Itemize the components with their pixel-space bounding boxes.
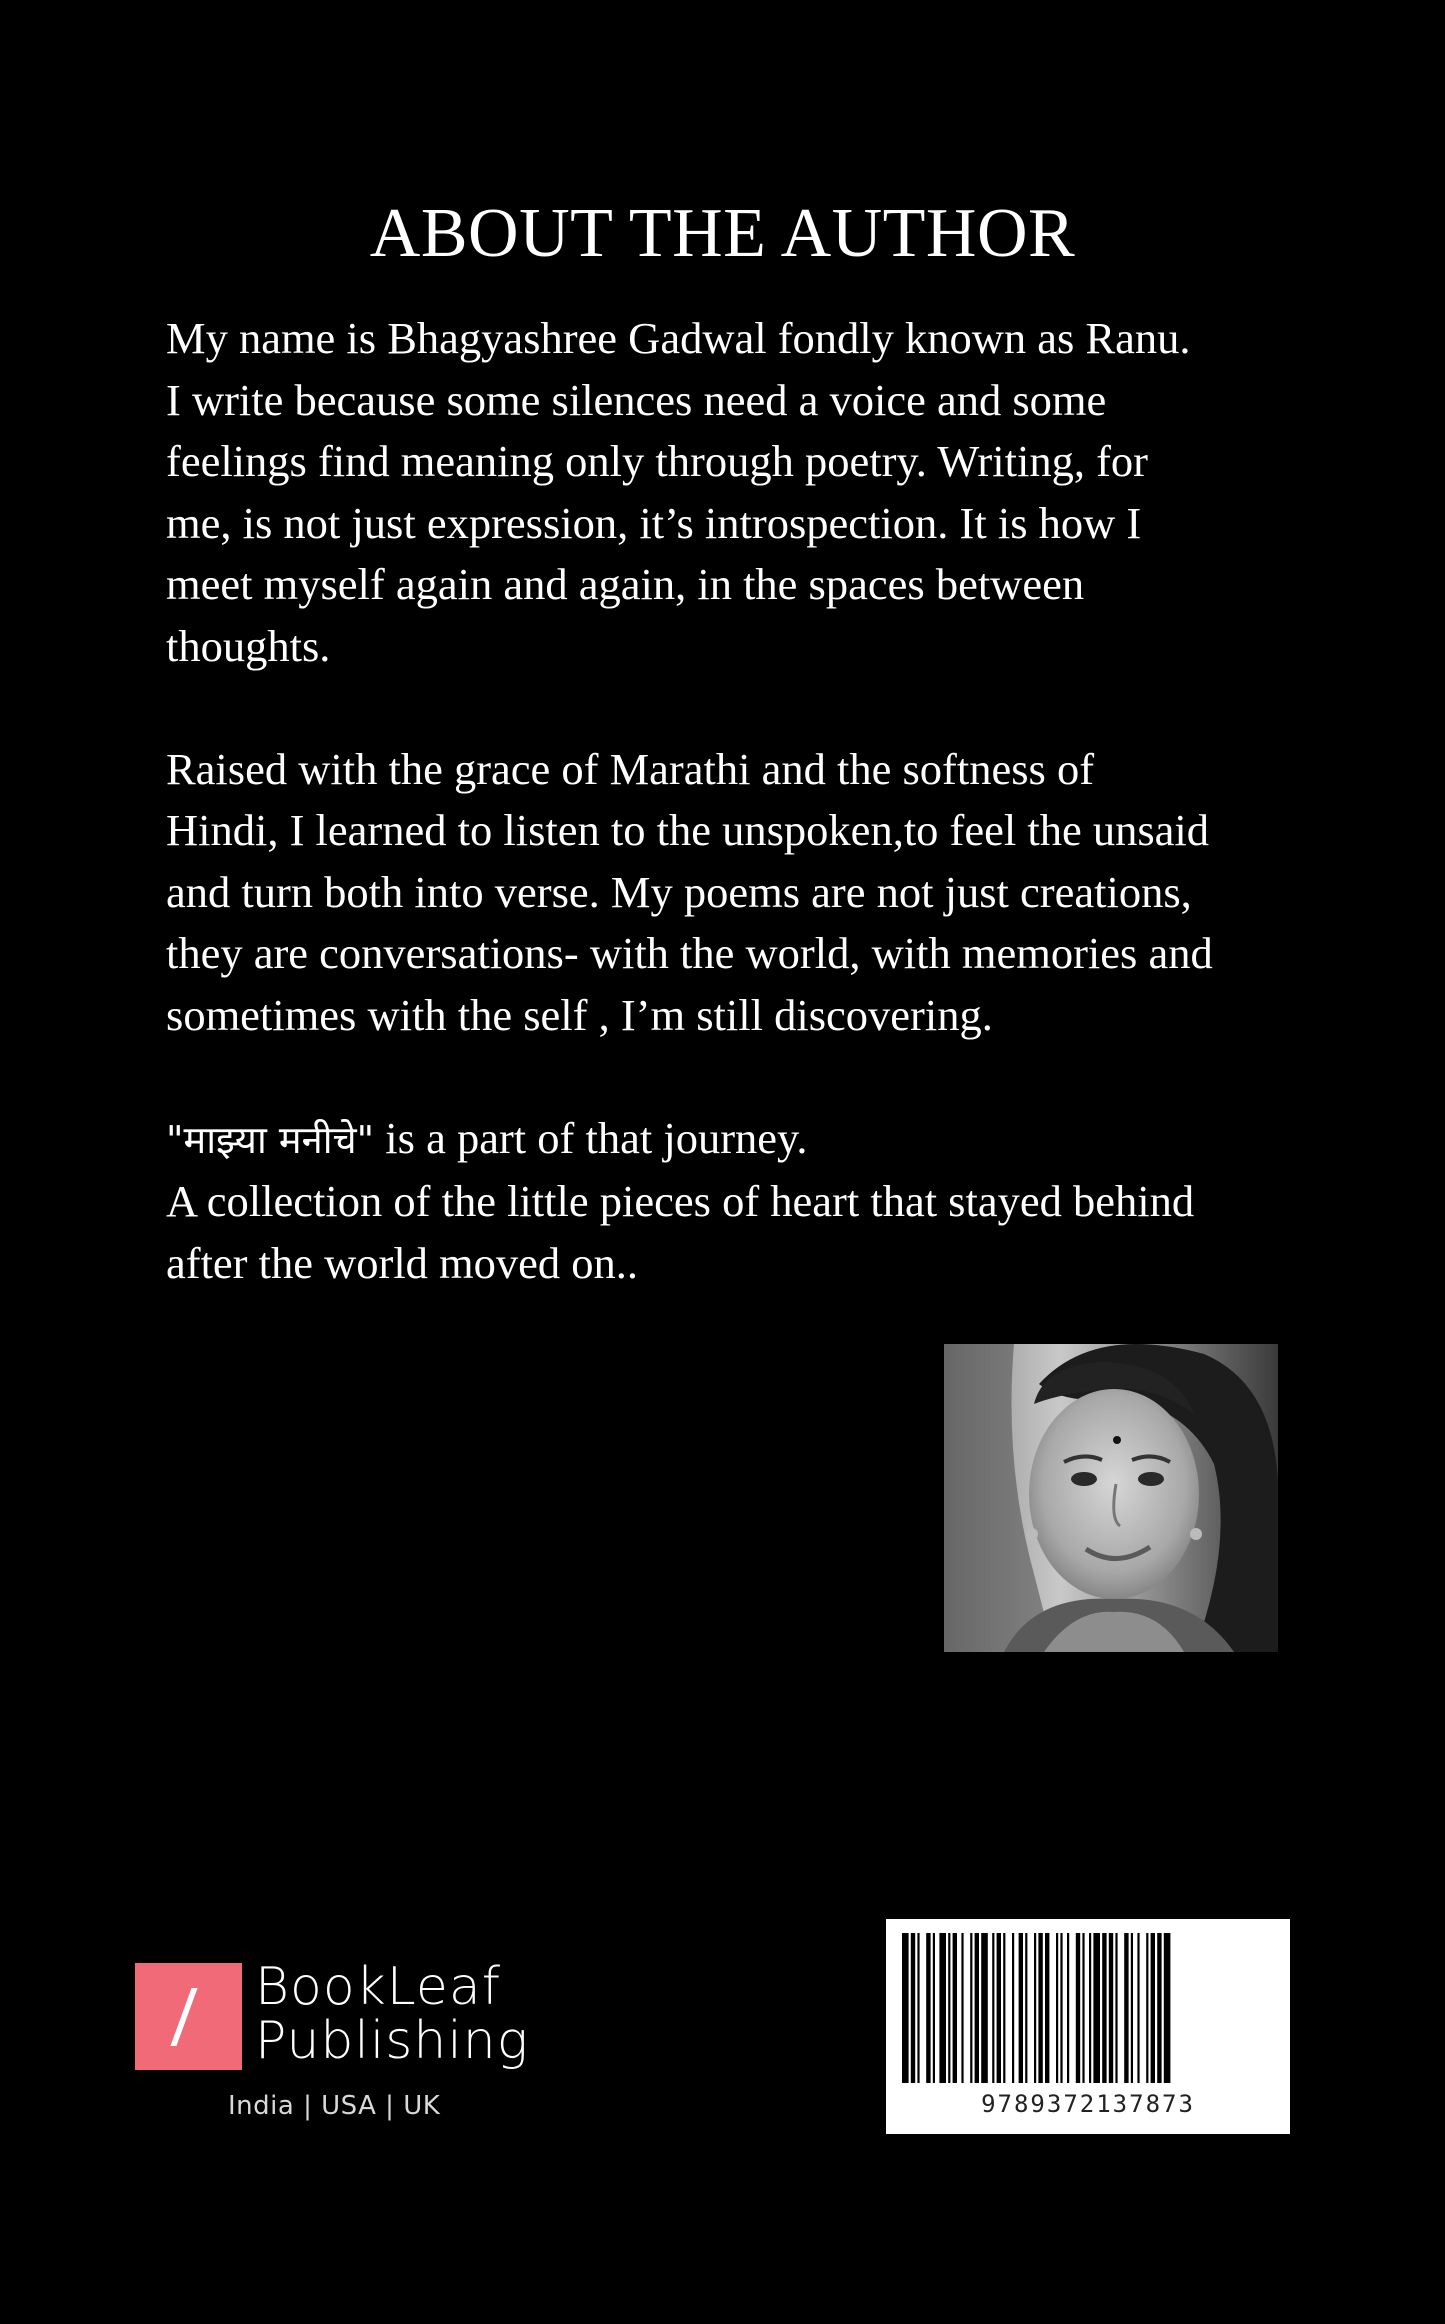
- barcode-bar: [970, 1933, 972, 2083]
- barcode-bar: [1146, 1933, 1148, 2083]
- barcode-bar: [948, 1933, 950, 2083]
- barcode-bar: [1124, 1933, 1128, 2083]
- isbn-number: 9789372137873: [981, 2090, 1195, 2118]
- bio-line: [166, 1108, 1306, 1172]
- bio-line: meet myself again and again, in the spaces between: [166, 559, 1085, 609]
- author-portrait-icon: [944, 1344, 1278, 1652]
- barcode-bar: [1012, 1933, 1014, 2083]
- barcode-bar: [1102, 1933, 1106, 2083]
- barcode-bar: [992, 1933, 994, 2083]
- bio-line: Raised with the grace of Marathi and the softness of: [166, 743, 1095, 794]
- barcode-bar: [1025, 1933, 1027, 2083]
- barcode-bar: [1076, 1933, 1080, 2083]
- bio-paragraph-3: [166, 1108, 1306, 1295]
- bio-line: My name is Bhagyashree Gadwal fondly known as Ranu.: [166, 313, 1191, 363]
- isbn-barcode: [886, 1919, 1290, 2134]
- barcode-bar: [1038, 1933, 1042, 2083]
- bio-line: A collection of the little pieces of heart that stayed behind: [166, 1176, 1195, 1226]
- publisher-logo: [135, 1957, 555, 2133]
- barcode-bar: [1082, 1933, 1084, 2083]
- bio-line: I write because some silences need a voice and some: [166, 374, 1107, 425]
- barcode-bar: [1056, 1933, 1058, 2083]
- barcode-bar: [926, 1933, 930, 2083]
- barcode-bar: [1019, 1933, 1023, 2083]
- barcode-bar: [1164, 1933, 1171, 2083]
- barcode-bar: [1045, 1933, 1049, 2083]
- barcode-bar: [902, 1933, 909, 2083]
- page-title: ABOUT THE AUTHOR: [369, 195, 1076, 272]
- slash-icon: [170, 1988, 197, 2046]
- bio-line: and turn both into verse. My poems are not just creations,: [166, 866, 1192, 917]
- barcode-bar: [1151, 1933, 1155, 2083]
- publisher-name-line2: Publishing: [255, 2011, 529, 2071]
- bio-paragraph-2: [166, 739, 1306, 1047]
- author-photo: [944, 1344, 1278, 1652]
- barcode-bar: [1003, 1933, 1005, 2083]
- barcode-bar: [1109, 1933, 1113, 2083]
- barcode-bar: [917, 1933, 919, 2083]
- barcode-bar: [961, 1933, 963, 2083]
- barcode-bar: [953, 1933, 957, 2083]
- bio-line: Hindi, I learned to listen to the unspoken,to feel the unsaid: [166, 805, 1210, 855]
- bio-line: sometimes with the self , I’m still discovering.: [166, 989, 993, 1040]
- barcode-bar: [1060, 1933, 1062, 2083]
- bio-line: they are conversations- with the world, with memories and: [166, 928, 1213, 978]
- barcode-bar: [1089, 1933, 1091, 2083]
- barcode-bar: [981, 1933, 988, 2083]
- bookleaf-logo-icon: [135, 1963, 242, 2070]
- bio-line: me, is not just expression, it’s introspection. It is how I: [166, 497, 1142, 548]
- paragraph-spacer: [166, 1046, 1306, 1108]
- bio-line: feelings find meaning only through poetry. Writing, for: [166, 436, 1148, 486]
- barcode-bar: [1093, 1933, 1100, 2083]
- barcode-bar: [1137, 1933, 1139, 2083]
- publisher-name-line1: BookLeaf: [255, 1957, 502, 2017]
- publisher-regions: India | USA | UK: [228, 2091, 441, 2121]
- bio-line: after the world moved on..: [166, 1237, 639, 1288]
- bio-text: is a part of that journey.: [374, 1112, 808, 1163]
- barcode-bar: [997, 1933, 1001, 2083]
- barcode-bar: [939, 1933, 946, 2083]
- barcode-bar: [1115, 1933, 1117, 2083]
- author-bio: [166, 308, 1306, 1294]
- barcode-bar: [1131, 1933, 1133, 2083]
- barcode-bar: [1067, 1933, 1069, 2083]
- barcode-bar: [933, 1933, 935, 2083]
- barcode-bar: [1034, 1933, 1036, 2083]
- book-title: "माझ्या मनीचे": [166, 1117, 375, 1162]
- barcode-bar: [975, 1933, 979, 2083]
- bio-line: thoughts.: [166, 620, 331, 671]
- paragraph-spacer: [166, 677, 1306, 739]
- barcode-bar: [911, 1933, 915, 2083]
- barcode-bar: [1157, 1933, 1161, 2083]
- bio-paragraph-1: [166, 308, 1306, 677]
